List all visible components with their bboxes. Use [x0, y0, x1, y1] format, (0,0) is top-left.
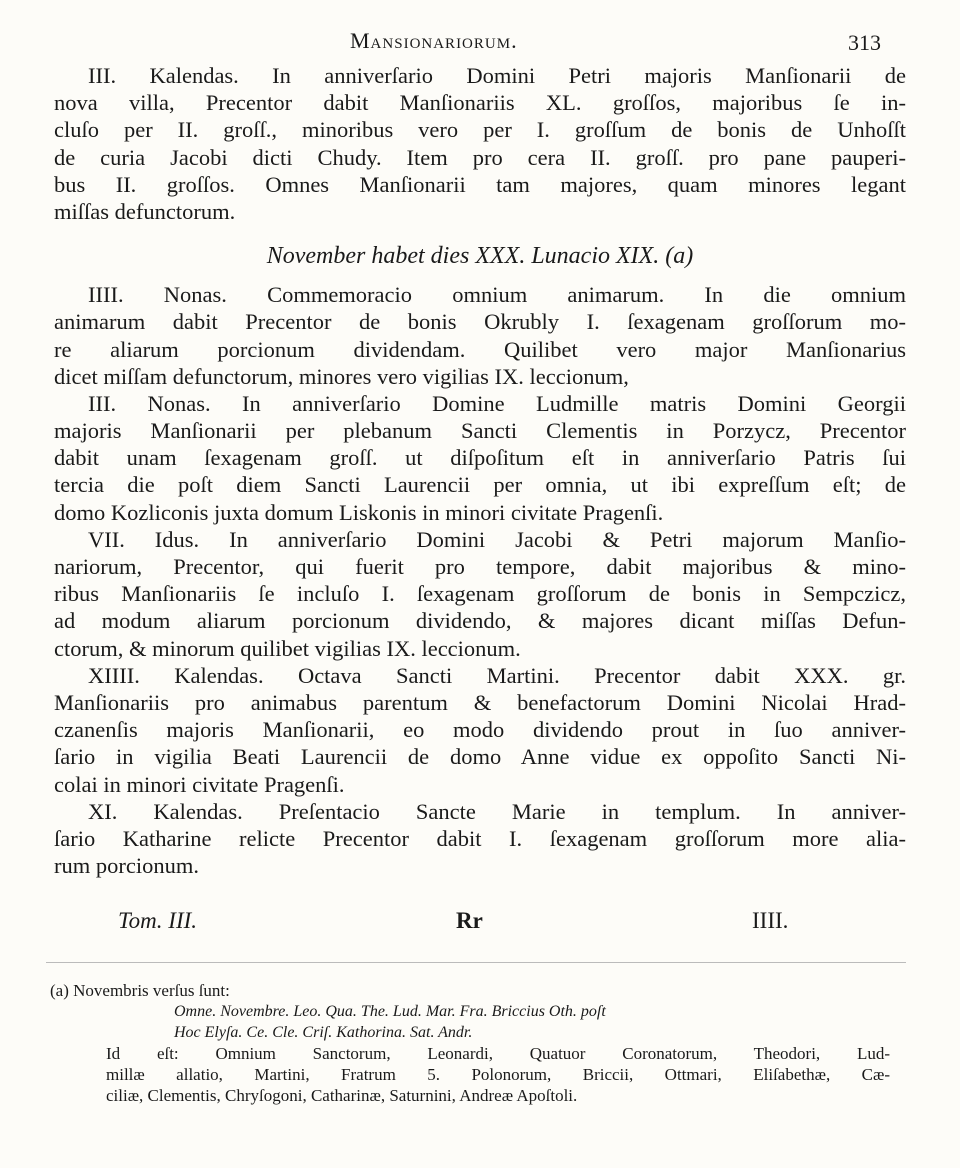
text-line: ad modum aliarum porcionum dividendo, & majores dicant miſſas Defun- [54, 608, 906, 634]
entry-november-list-a [54, 62, 906, 225]
footnote-divider [46, 962, 906, 963]
text-line: czanenſis majoris Manſionarii, eo modo dividendo prout in ſuo anniver- [54, 717, 906, 743]
page-header [0, 26, 960, 60]
page-footer [0, 904, 960, 940]
text-line: Manſionariis pro animabus parentum & benefactorum Domini Nicolai Hrad- [54, 689, 906, 715]
catchword: IIII. [752, 908, 789, 933]
entry-november-list-b [54, 281, 906, 879]
text-line: dicet miſſam defunctorum, minores vero vigilias IX. leccionum, [54, 363, 629, 389]
text-line: ſario in vigilia Beati Laurencii de domo Anne vidue ex oppoſito Sancti Ni- [54, 744, 906, 770]
text-line: ſario Katharine relicte Precentor dabit I. ſexagenam groſſorum more alia- [54, 825, 906, 851]
text-line: nova villa, Precentor dabit Manſionariis XL. groſſos, majoribus ſe in- [54, 90, 906, 116]
text-line: VII. Idus. In anniverſario Domini Jacobi & Petri majorum Manſio- [88, 526, 906, 552]
volume-mark: Tom. III. [118, 908, 198, 933]
text-line: domo Kozliconis juxta domum Liskonis in minori civitate Pragenſi. [54, 499, 664, 525]
text-line: III. Nonas. In anniverſario Domine Ludmille matris Domini Georgii [88, 390, 906, 416]
footnote-text-line: Id eſt: Omnium Sanctorum, Leonardi, Quatuor Coronatorum, Theodori, Lud- [106, 1044, 890, 1063]
text-line: animarum dabit Precentor de bonis Okrubly I. ſexagenam groſſorum mo- [54, 309, 906, 335]
text-line: IIII. Nonas. Commemoracio omnium animarum. In die omnium [88, 282, 906, 308]
body-text [54, 62, 906, 879]
text-line: de curia Jacobi dicti Chudy. Item pro cera II. groſſ. pro pane pauperi- [54, 144, 906, 170]
page-number: 313 [848, 30, 881, 55]
text-line: nariorum, Precentor, qui fuerit pro tempore, dabit majoribus & mino- [54, 554, 906, 579]
month-heading: November habet dies XXX. Lunacio XIX. (a) [266, 243, 694, 270]
text-line: ribus Manſionariis ſe incluſo I. ſexagenam groſſorum de bonis in Sempczicz, [54, 581, 906, 607]
footnote-text-line: ciliæ, Clementis, Chryſogoni, Catharinæ, Saturnini, Andreæ Apoſtoli. [106, 1086, 578, 1105]
text-line: colai in minori civitate Pragenſi. [54, 771, 345, 797]
text-line: tercia die poſt diem Sancti Laurencii per omnia, ut ibi expreſſum eſt; de [54, 472, 906, 498]
footnote-text-line: millæ allatio, Martini, Fratrum 5. Polonorum, Briccii, Ottmari, Eliſabethæ, Cæ- [106, 1065, 890, 1084]
footnote-verse-line: Omne. Novembre. Leo. Qua. The. Lud. Mar. Fra. Briccius Oth. poſt [174, 1003, 606, 1020]
text-line: cluſo per II. groſſ., minoribus vero per I. groſſum de bonis de Unhoſſt [54, 117, 906, 143]
text-line: XIIII. Kalendas. Octava Sancti Martini. Precentor dabit XXX. gr. [88, 662, 906, 688]
text-line: re aliarum porcionum dividendam. Quilibet vero major Manſionarius [54, 336, 906, 362]
text-line: III. Kalendas. In anniverſario Domini Petri majoris Manſionarii de [88, 63, 906, 88]
text-line: bus II. groſſos. Omnes Manſionarii tam majores, quam minores legant [54, 171, 906, 197]
text-line: dabit unam ſexagenam groſſ. ut diſpoſitum eſt in anniverſario Patris ſui [54, 445, 906, 471]
signature-mark: Rr [456, 908, 483, 933]
text-line: rum porcionum. [54, 853, 199, 879]
text-line: miſſas defunctorum. [54, 198, 236, 224]
footnote [50, 980, 890, 1106]
running-head: Mansionariorum. [350, 28, 518, 53]
footnote-intro: (a) Novembris verſus ſunt: [50, 981, 230, 1000]
footnote-verse-line: Hoc Elyſa. Ce. Cle. Criſ. Kathorina. Sat. Andr. [174, 1024, 473, 1041]
text-line: XI. Kalendas. Preſentacio Sancte Marie in templum. In anniver- [88, 798, 906, 824]
text-line: ctorum, & minorum quilibet vigilias IX. leccionum. [54, 635, 521, 661]
text-line: majoris Manſionarii per plebanum Sancti Clementis in Porzycz, Precentor [54, 418, 906, 444]
